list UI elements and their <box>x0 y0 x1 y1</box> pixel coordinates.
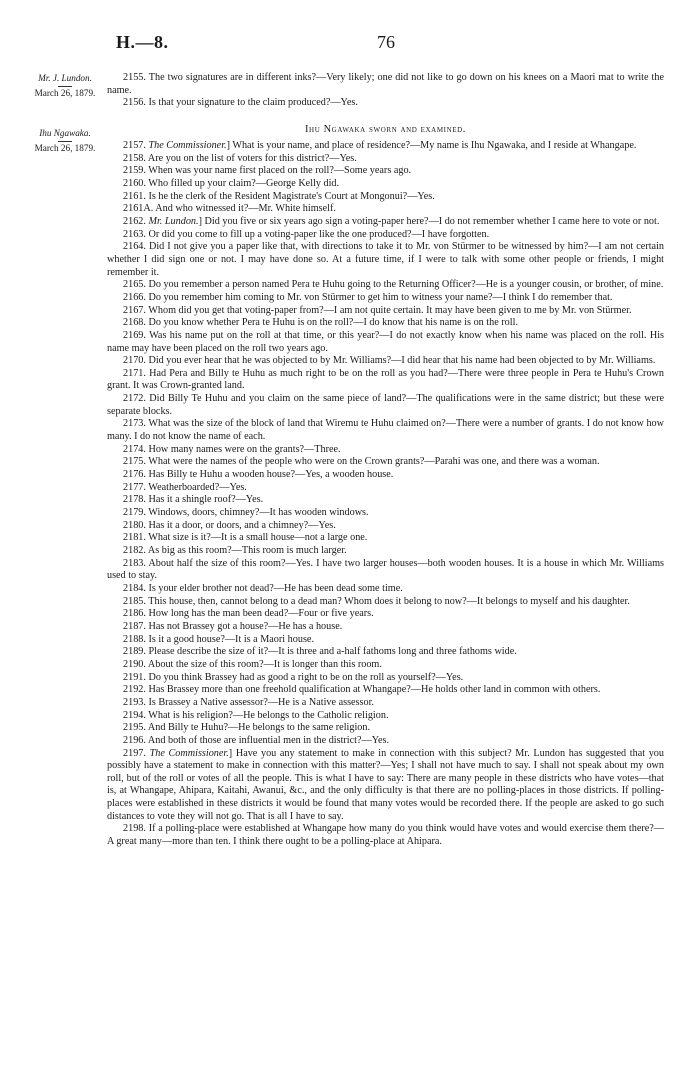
margin-note-ngawaka <box>22 128 108 154</box>
speaker-label: Mr. Lundon. <box>148 215 199 227</box>
margin-note-date: March 26, 1879. <box>34 88 96 98</box>
testimony-paragraph: 2189. Please describe the size of it?—It is three and a-half fathoms long and three fathoms wide. <box>123 646 517 658</box>
speaker-label: The Commissioner. <box>149 747 229 759</box>
testimony-paragraph: 2191. Do you think Brassey had as good a right to be on the roll as yourself?—Yes. <box>123 671 464 683</box>
testimony-paragraph: 2156. Is that your signature to the claim produced?—Yes. <box>123 97 358 109</box>
testimony-paragraph: 2167. Whom did you get that voting-paper from?—I am not quite certain. It may have been given to me by Mr. von Stürmer. <box>123 304 632 316</box>
testimony-paragraph: 2155. The two signatures are in different inks?—Very likely; one did not like to go down on his knees on a Maori mat to write the name. <box>107 72 664 96</box>
margin-note-lundon <box>22 73 108 99</box>
testimony-paragraph: 2192. Has Brassey more than one freehold qualification at Whangape?—He holds other land in common with others. <box>123 684 601 696</box>
testimony-paragraph: 2190. About the size of this room?—It is longer than this room. <box>123 658 382 670</box>
margin-note-name: Mr. J. Lundon. <box>38 73 92 83</box>
series-header: H.—8. <box>116 32 169 52</box>
testimony-paragraph: 2185. This house, then, cannot belong to a dead man? Whom does it belong to now?—It belongs to myself and his daughter. <box>123 595 630 607</box>
margin-rule <box>58 86 72 87</box>
testimony-paragraph: 2184. Is your elder brother not dead?—He has been dead some time. <box>123 582 403 594</box>
testimony-paragraph: 2173. What was the size of the block of land that Wiremu te Huhu claimed on?—There were a number of grants. I do not know how many. I do not know the name of each. <box>107 418 664 443</box>
testimony-paragraph: 2169. Was his name put on the roll at that time, or this year?—I do not exactly know when his name was placed on the roll. His name may have been placed on the roll two years ago. <box>107 329 664 354</box>
testimony-section-ngawaka <box>107 140 664 849</box>
testimony-paragraph: 2198. If a polling-place were established at Whangape how many do you think would have votes and would exercise them there?—A great many—more than ten. I think there ought to be a polling-place at Ahipara. <box>107 823 664 848</box>
speaker-label: The Commissioner. <box>148 140 227 151</box>
testimony-paragraph: 2161. Is he the clerk of the Resident Magistrate's Court at Mongonui?—Yes. <box>123 190 435 202</box>
testimony-paragraph: 2159. When was your name first placed on the roll?—Some years ago. <box>123 165 412 177</box>
testimony-paragraph: 2161A. And who witnessed it?—Mr. White himself. <box>123 203 336 215</box>
testimony-paragraph: 2180. Has it a door, or doors, and a chimney?—Yes. <box>123 519 336 531</box>
testimony-paragraph: 2175. What were the names of the people who were on the Crown grants?—Parahi was one, and there was a woman. <box>123 456 600 468</box>
testimony-paragraph: 2171. Had Pera and Billy te Huhu as much right to be on the roll as you had?—There were three people in Pera te Huhu's Crown grant. It was Crown-granted land. <box>107 367 664 392</box>
testimony-paragraph: 2170. Did you ever hear that he was objected to by Mr. Williams?—I did hear that his name had been objected to by Mr. Williams. <box>123 355 656 367</box>
testimony-paragraph: 2165. Do you remember a person named Pera te Huhu going to the Returning Officer?—He is a younger cousin, or brother, of mine. <box>123 279 664 291</box>
testimony-paragraph: 2160. Who filled up your claim?—George Kelly did. <box>123 177 340 189</box>
testimony-paragraph: 2157. The Commissioner.] What is your name, and place of residence?—My name is Ihu Ngawaka, and I reside at Whangape. <box>123 140 637 151</box>
testimony-paragraph: 2196. And both of those are influential men in the district?—Yes. <box>123 734 390 746</box>
testimony-paragraph: 2187. Has not Brassey got a house?—He has a house. <box>123 620 343 632</box>
witness-subheading: Ihu Ngawaka sworn and examined. <box>305 124 466 135</box>
testimony-paragraph: 2162. Mr. Lundon.] Did you five or six years ago sign a voting-paper here?—I do not remember whether I came here to vote or not. <box>123 215 660 227</box>
testimony-paragraph: 2194. What is his religion?—He belongs to the Catholic religion. <box>123 709 389 721</box>
testimony-paragraph: 2168. Do you know whether Pera te Huhu is on the roll?—I do know that his name is on the roll. <box>123 317 518 329</box>
testimony-paragraph: 2178. Has it a shingle roof?—Yes. <box>123 494 264 506</box>
testimony-paragraph: 2195. And Billy te Huhu?—He belongs to the same religion. <box>123 722 371 734</box>
testimony-paragraph: 2182. As big as this room?—This room is much larger. <box>123 545 347 556</box>
testimony-paragraph: 2193. Is Brassey a Native assessor?—He is a Native assessor. <box>123 696 374 708</box>
margin-rule <box>58 141 72 142</box>
testimony-paragraph: 2183. About half the size of this room?—Yes. I have two larger houses—both wooden houses. It is a house in which Mr. Williams used to stay. <box>107 557 664 582</box>
testimony-paragraph: 2163. Or did you come to fill up a voting-paper like the one produced?—I have forgotten. <box>123 228 490 240</box>
testimony-paragraph: 2177. Weatherboarded?—Yes. <box>123 481 247 493</box>
testimony-paragraph: 2166. Do you remember him coming to Mr. von Stürmer to get him to witness your name?—I think I do remember that. <box>123 291 613 303</box>
testimony-paragraph: 2158. Are you on the list of voters for this district?—Yes. <box>123 152 357 164</box>
margin-note-name: Ihu Ngawaka. <box>39 128 91 138</box>
page-number: 76 <box>377 32 395 52</box>
testimony-paragraph: 2181. What size is it?—It is a small house—not a large one. <box>123 532 368 544</box>
testimony-paragraph: 2174. How many names were on the grants?—Three. <box>123 443 341 455</box>
testimony-paragraph: 2186. How long has the man been dead?—Four or five years. <box>123 608 374 620</box>
testimony-paragraph: 2179. Windows, doors, chimney?—It has wooden windows. <box>123 507 369 519</box>
testimony-paragraph: 2164. Did I not give you a paper like that, with directions to take it to Mr. von Stürmer to be witnessed by him?—I am not certain whether I did sign one or not. I may have done so. At a future time, if I were to talk with some other people or friends, I might remember it. <box>107 241 664 278</box>
testimony-paragraph: 2172. Did Billy Te Huhu and you claim on the same piece of land?—The qualifications were in the same district; but these were separate blocks. <box>107 393 664 417</box>
testimony-paragraph: 2176. Has Billy te Huhu a wooden house?—Yes, a wooden house. <box>123 469 394 481</box>
testimony-section-lundon <box>107 72 664 110</box>
testimony-paragraph: 2197. The Commissioner.] Have you any statement to make in connection with this subject? Mr. Lundon has suggested that you possibly have a statement to make in connection with this matter?—Yes; I shall not have much to say. I shall not speak about my own roll, but of the roll or votes of all the people. This is what I have to say: There are many people in these districts who have votes—that is, at Whangape, Ahipara, Kaitahi, Awanui, &c., and the only difficulty is that there are no polling-places in those districts. If polling-places were established in these districts it would be found that many votes would be recorded there. If the people are asked to go such distances to vote they will not go. That is all I have to say. <box>107 747 664 822</box>
margin-note-date: March 26, 1879. <box>34 143 96 153</box>
testimony-paragraph: 2188. Is it a good house?—It is a Maori house. <box>123 633 314 645</box>
